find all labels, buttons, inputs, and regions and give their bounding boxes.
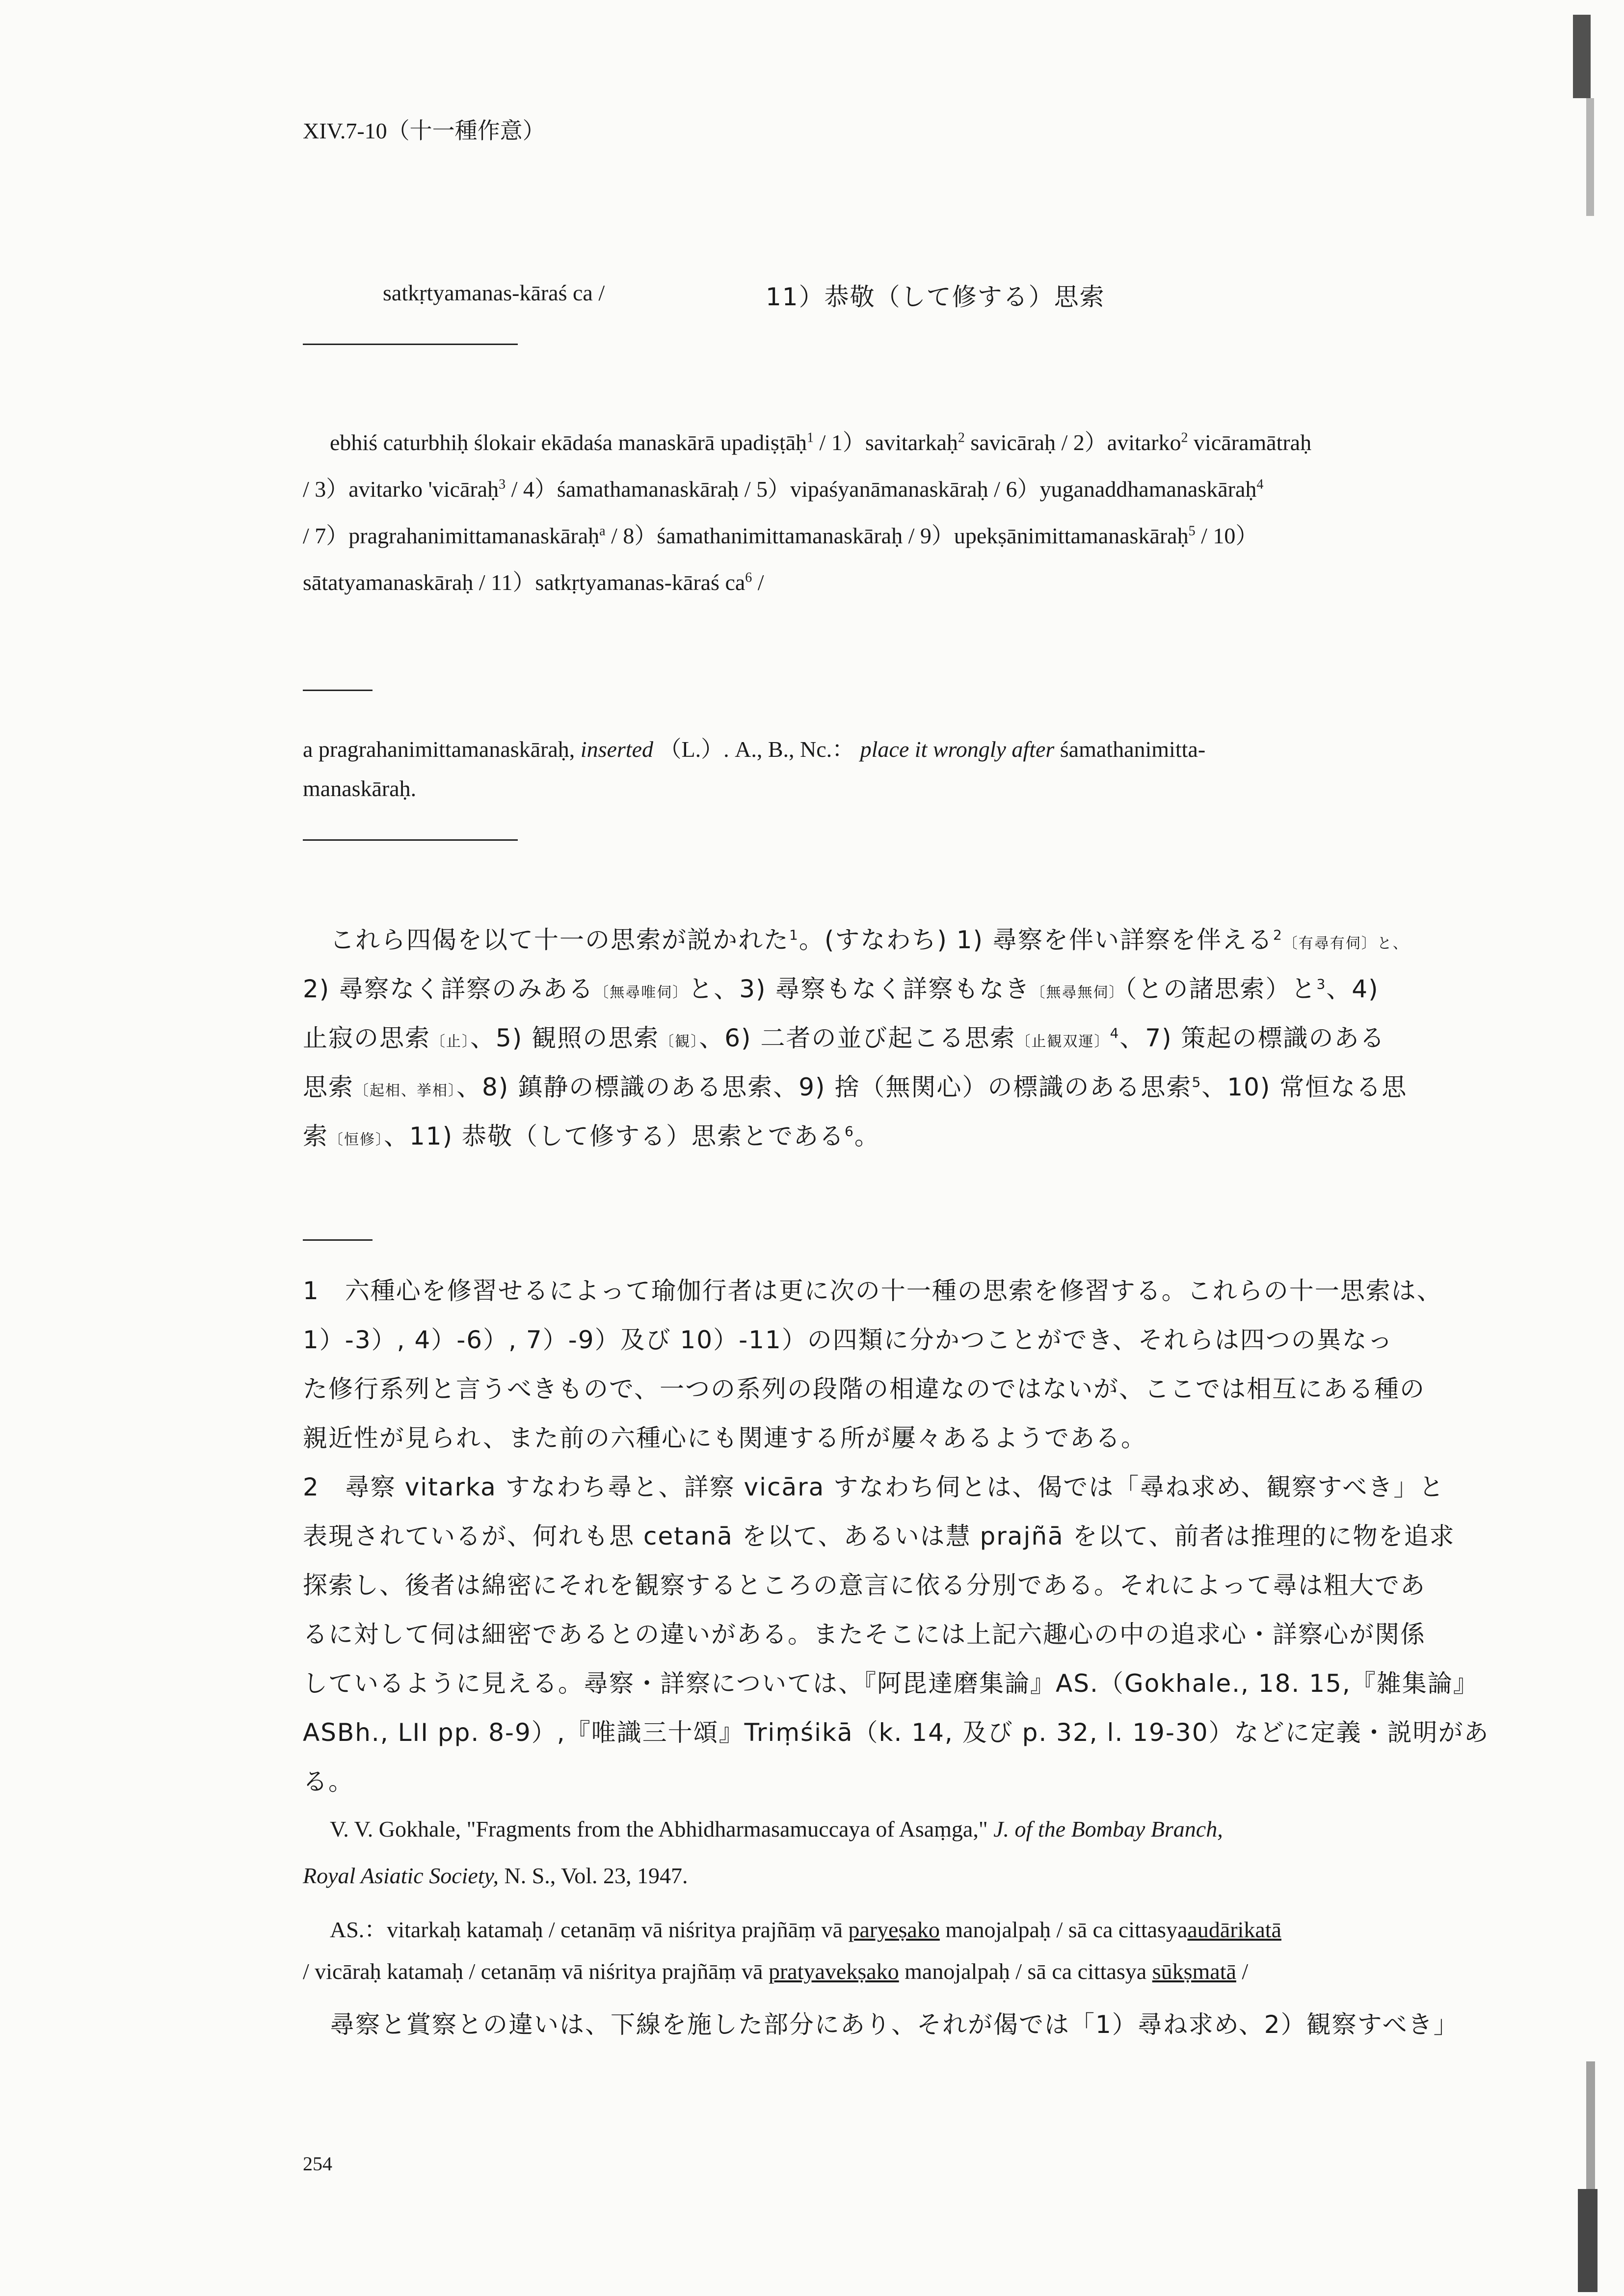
divider: [303, 344, 518, 345]
text-line: / 3）avitarko 'vicāraḥ$^3$ / 4）śamathamanaskāraḥ / 5）vipaśyanāmanaskāraḥ / 6）yuganaddhamanaskāraḥ$^4$: [303, 477, 1264, 502]
apparatus-note-cont: manaskāraḥ.: [303, 776, 417, 801]
section-header: XIV.7-10（十一種作意）: [303, 118, 545, 143]
note-line: 2 尋察 vitarka すなわち尋と、詳察 vicāra すなわち伺とは、偈では「尋ね求め、観察すべき」と: [303, 1473, 1445, 1501]
note-line: 親近性が見られ、また前の六種心にも関連する所が屢々あるようである。: [303, 1424, 1146, 1452]
note-line: しているように見える。尋察・詳察については、『阿毘達磨集論』AS.（Gokhale., 18. 15,『雑集論』: [303, 1669, 1479, 1698]
note-line: 探索し、後者は綿密にそれを観察するところの意言に依る分別である。それによって尋は粗大であ: [303, 1571, 1426, 1600]
translation-line: 思索〔起相、挙相〕、8) 鎮静の標識のある思索、9) 捨（無関心）の標識のある思索$^5$、10) 常恒なる思: [303, 1073, 1408, 1101]
reference-line: Royal Asiatic Society, N. S., Vol. 23, 1947.: [303, 1863, 688, 1888]
divider: [303, 1239, 373, 1241]
verse-japanese: 11）恭敬（して修する）思索: [766, 283, 1105, 311]
note-line: 表現されているが、何れも思 cetanā を以て、あるいは慧 prajñā を以て、前者は推理的に物を追求: [303, 1522, 1455, 1550]
note-line: る。: [303, 1767, 354, 1796]
note-line: 尋察と賞察との違いは、下線を施した部分にあり、それが偈では「1）尋ね求め、2）観察すべき」: [330, 2010, 1459, 2039]
scan-edge-mark: [1578, 2189, 1597, 2292]
as-quote-line: AS.：vitarkaḥ katamaḥ / cetanāṃ vā niśritya prajñāṃ vā paryeṣako manojalpaḥ / sā ca cittasyaaudārikatā: [330, 1917, 1281, 1942]
scan-edge-mark: [1573, 15, 1591, 98]
note-line: るに対して伺は細密であるとの違いがある。またそこには上記六趣心の中の追求心・詳察心が関係: [303, 1620, 1426, 1649]
divider: [303, 839, 518, 841]
translation-line: 止寂の思索〔止〕、5) 観照の思索〔観〕、6) 二者の並び起こる思索〔止観双運〕$^4$、7) 策起の標識のある: [303, 1024, 1385, 1052]
reference-line: V. V. Gokhale, "Fragments from the Abhidharmasamuccaya of Asaṃga," J. of the Bombay Branch,: [330, 1816, 1223, 1842]
text-line: ebhiś caturbhiḥ ślokair ekādaśa manaskārā upadiṣṭāḥ$^1$ / 1）savitarkaḥ$^2$ savicāraḥ / 2）avitarko$^2$ vicāramātraḥ: [330, 430, 1312, 455]
note-line: た修行系列と言うべきもので、一つの系列の段階の相違なのではないが、ここでは相互にある種の: [303, 1375, 1425, 1403]
note-line: 1）-3）, 4）-6）, 7）-9）及び 10）-11）の四類に分かつことができ、それらは四つの異なっ: [303, 1326, 1393, 1354]
text-line: sātatyamanaskāraḥ / 11）satkṛtyamanas-kāraś $ca^6$ /: [303, 570, 764, 595]
translation-line: 2) 尋察なく詳察のみある〔無尋唯伺〕と、3) 尋察もなく詳察もなき〔無尋無伺〕（との諸思索）と$^3$、4): [303, 975, 1379, 1003]
page-number: 254: [303, 2153, 332, 2175]
note-line: ASBh., LII pp. 8-9）,『唯識三十頌』Triṃśikā（k. 14, 及び p. 32, l. 19-30）などに定義・説明があ: [303, 1718, 1490, 1747]
scan-edge-mark: [1586, 98, 1594, 216]
divider: [303, 690, 373, 691]
note-line: 1 六種心を修習せるによって瑜伽行者は更に次の十一種の思索を修習する。これらの十一思索は、: [303, 1277, 1442, 1305]
text-line: / 7）pragrahanimittamanaskāraḥ$^a$ / 8）śamathanimittamanaskāraḥ / 9）upekṣānimittamanaskāraḥ$^5$ / 10）: [303, 523, 1258, 548]
translation-line: 索〔恒修〕、11) 恭敬（して修する）思索とである$^6$。: [303, 1122, 880, 1150]
translation-line: これら四偈を以て十一の思索が説かれた$^1$。(すなわち) 1) 尋察を伴い詳察を伴える$^2$〔有尋有伺〕と、: [330, 926, 1409, 954]
scan-edge-mark: [1586, 2061, 1595, 2189]
as-quote-line: / vicāraḥ katamaḥ / cetanāṃ vā niśritya prajñāṃ vā pratyavekṣako manojalpaḥ / sā ca cittasya sūkṣmatā /: [303, 1959, 1249, 1984]
apparatus-note: a pragrahanimittamanaskāraḥ, inserted （L.）. A., B., Nc.： place it wrongly after śamathanimitta-: [303, 737, 1206, 762]
verse-sanskrit: satkṛtyamanas-kāraś ca /: [383, 280, 605, 305]
